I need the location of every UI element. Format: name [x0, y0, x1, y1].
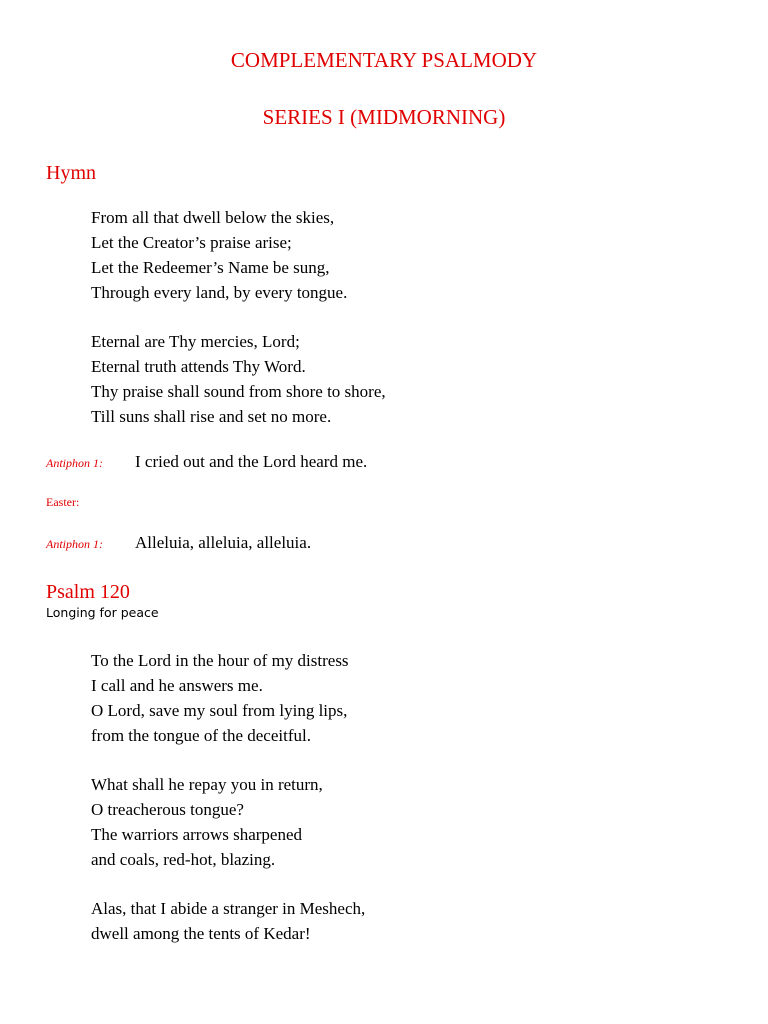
antiphon-label-easter: Antiphon 1:	[46, 537, 103, 551]
verse-line: Thy praise shall sound from shore to shore,	[91, 382, 386, 401]
verse-line: O treacherous tongue?	[91, 800, 244, 819]
verse-line: To the Lord in the hour of my distress	[91, 651, 349, 670]
verse-line: What shall he repay you in return,	[91, 775, 323, 794]
verse-line: The warriors arrows sharpened	[91, 825, 302, 844]
antiphon-text: I cried out and the Lord heard me.	[135, 452, 368, 471]
verse-line: Let the Creator’s praise arise;	[91, 233, 292, 252]
verse-line: from the tongue of the deceitful.	[91, 726, 311, 745]
verse-line: Through every land, by every tongue.	[91, 283, 348, 302]
verse-line: Eternal truth attends Thy Word.	[91, 357, 306, 376]
verse-line: From all that dwell below the skies,	[91, 208, 335, 227]
verse-line: Let the Redeemer’s Name be sung,	[91, 258, 330, 277]
antiphon-label: Antiphon 1:	[46, 456, 103, 470]
psalm-heading: Psalm 120	[46, 581, 130, 603]
verse-line: Till suns shall rise and set no more.	[91, 407, 332, 426]
verse-line: Alas, that I abide a stranger in Meshech,	[91, 899, 366, 918]
verse-line: and coals, red-hot, blazing.	[91, 850, 276, 869]
page-title: COMPLEMENTARY PSALMODY	[230, 48, 538, 72]
easter-label: Easter:	[46, 495, 80, 509]
verse-line: I call and he answers me.	[91, 676, 263, 695]
verse-line: O Lord, save my soul from lying lips,	[91, 701, 348, 720]
verse-line: dwell among the tents of Kedar!	[91, 924, 311, 943]
psalm-subtitle: Longing for peace	[46, 605, 159, 620]
series-title: SERIES I (MIDMORNING)	[262, 105, 506, 129]
hymn-heading: Hymn	[46, 162, 96, 184]
verse-line: Eternal are Thy mercies, Lord;	[91, 332, 300, 351]
antiphon-text-easter: Alleluia, alleluia, alleluia.	[135, 533, 312, 552]
